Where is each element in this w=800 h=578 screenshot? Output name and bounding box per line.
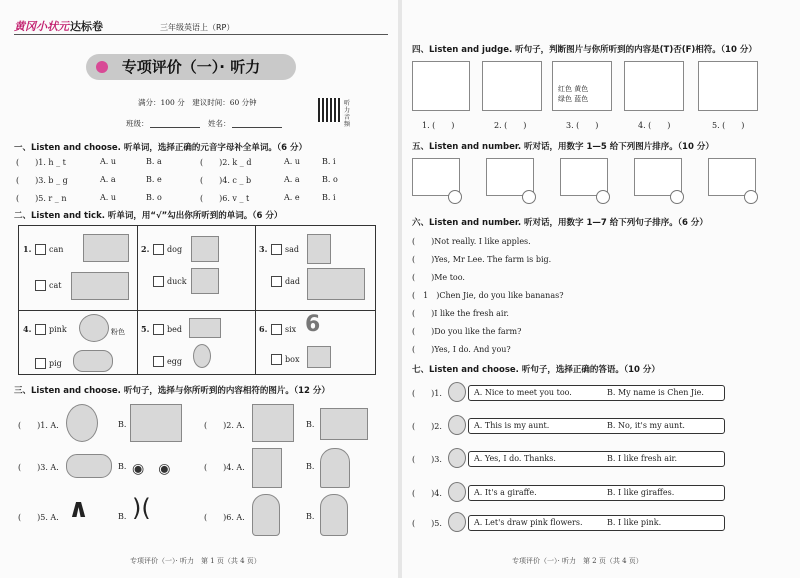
s2-item-1-box-a[interactable] <box>35 244 46 255</box>
s2-item-3-box-b[interactable] <box>271 276 282 287</box>
s2-item-2-word-b: duck <box>167 277 187 286</box>
answer-bubble-3 <box>468 451 725 467</box>
series-brand: 达标卷 <box>70 20 103 33</box>
answer-q4: ( )4. <box>412 489 442 498</box>
panda-picture <box>66 404 98 442</box>
s1-q1-option-a: A. u <box>100 157 117 166</box>
s2-item-5-box-a[interactable] <box>153 324 164 335</box>
answer-bubble-5 <box>468 515 725 531</box>
judge-label-4: 4. ( ) <box>638 121 671 130</box>
judge-label-5: 5. ( ) <box>712 121 745 130</box>
number-six-icon: 6 <box>305 312 321 337</box>
s2-item-6-box-b[interactable] <box>271 354 282 365</box>
s1-q5-option-b: B. o <box>146 193 162 202</box>
legs-icon: )( <box>132 494 151 522</box>
score-time: 满分：100 分 建议时间：60 分钟 <box>138 98 257 107</box>
qr-caption: 听力音频 <box>344 100 351 128</box>
judge-picture-5 <box>698 61 758 111</box>
pink-paint-picture <box>79 314 109 342</box>
header-rule <box>14 34 388 35</box>
answer-2-a: A. This is my aunt. <box>474 421 550 430</box>
answer-3-a: A. Yes, I do. Thanks. <box>474 454 556 463</box>
left-page <box>0 0 398 578</box>
s2-item-1-box-b[interactable] <box>35 280 46 291</box>
judge-picture-4 <box>624 61 684 111</box>
s1-q4-option-b: B. o <box>322 175 338 184</box>
grade-label: 三年级英语上（RP） <box>160 23 235 32</box>
s2-item-4-box-a[interactable] <box>35 324 46 335</box>
order-row-7: ( )Yes, I do. And you? <box>412 345 511 354</box>
s2-item-1-word-b: cat <box>49 281 62 290</box>
s2-item-1-word-a: can <box>49 245 64 254</box>
s2-item-4-box-b[interactable] <box>35 358 46 369</box>
s2-item-1-number: 1. <box>23 244 32 254</box>
cat-picture <box>71 272 129 300</box>
s3-q6-b: B. <box>306 512 315 521</box>
speaker-avatar-4 <box>448 482 466 502</box>
pig-picture <box>73 350 113 372</box>
s1-q5: ( )5. r _ n <box>16 194 67 203</box>
colour-words-1: 红色 黄色 <box>558 85 589 93</box>
answer-4-a: A. It's a giraffe. <box>474 488 537 497</box>
ears-picture <box>66 454 112 478</box>
order-row-2: ( )Yes, Mr Lee. The farm is big. <box>412 255 552 264</box>
order-row-1: ( )Not really. I like apples. <box>412 237 531 246</box>
page-title: 专项评价（一）· 听力 <box>86 54 296 80</box>
arms-icon: ∧ <box>68 494 90 524</box>
pink-caption: 粉色 <box>111 328 125 336</box>
lion-picture <box>130 404 182 442</box>
answer-q1: ( )1. <box>412 389 442 398</box>
colour-words-2: 绿色 蓝色 <box>558 95 589 103</box>
answer-1-b: B. My name is Chen Jie. <box>607 388 704 397</box>
speaker-avatar-2 <box>448 415 466 435</box>
s3-q5: ( )5. A. <box>18 513 59 522</box>
boy-picture <box>252 494 280 536</box>
tick-grid <box>18 225 376 375</box>
leafy-tree-picture <box>320 448 350 488</box>
s1-q1-option-b: B. a <box>146 157 162 166</box>
eyes-icon: ◉ ◉ <box>132 461 171 477</box>
s2-item-5-number: 5. <box>141 324 150 334</box>
s2-item-4-word-b: pig <box>49 359 62 368</box>
name-label: 姓名： <box>208 119 231 128</box>
dog-picture <box>191 236 219 262</box>
s3-q2: ( )2. A. <box>204 421 245 430</box>
order-row-3: ( )Me too. <box>412 273 465 282</box>
right-page <box>402 0 800 578</box>
answer-4-b: B. I like giraffes. <box>607 488 675 497</box>
judge-picture-3 <box>552 61 612 111</box>
s2-item-5-word-b: egg <box>167 357 182 366</box>
s1-q2-option-b: B. i <box>322 157 336 166</box>
judge-label-1: 1. ( ) <box>422 121 455 130</box>
s2-item-3-word-b: dad <box>285 277 301 286</box>
number-circle-4[interactable] <box>670 190 684 204</box>
s3-q3-b: B. <box>118 462 127 471</box>
s2-item-4-number: 4. <box>23 324 32 334</box>
s2-item-6-number: 6. <box>259 324 268 334</box>
s2-item-3-word-a: sad <box>285 245 299 254</box>
s1-q5-option-a: A. u <box>100 193 117 202</box>
s2-item-4-word-a: pink <box>49 325 67 334</box>
section-4-heading: 四、Listen and judge. 听句子，判断图片与你所听到的内容是(T)否(F)相符。（10 分） <box>412 45 757 55</box>
answer-5-a: A. Let's draw pink flowers. <box>474 518 583 527</box>
s2-item-5-box-b[interactable] <box>153 356 164 367</box>
section-1-heading: 一、Listen and choose. 听单词，选择正确的元音字母补全单词。（6 分） <box>14 143 307 153</box>
s3-q4: ( )4. A. <box>204 463 245 472</box>
s3-q1-b: B. <box>118 420 127 429</box>
s2-item-2-box-b[interactable] <box>153 276 164 287</box>
answer-bubble-2 <box>468 418 725 434</box>
answer-1-a: A. Nice to meet you too. <box>474 388 572 397</box>
s1-q6-option-a: A. e <box>284 193 300 202</box>
section-7-heading: 七、Listen and choose. 听句子，选择正确的答语。（10 分） <box>412 365 660 375</box>
box-picture <box>307 346 331 368</box>
s1-q2-option-a: A. u <box>284 157 301 166</box>
s2-item-5-word-a: bed <box>167 325 182 334</box>
s1-q6-option-b: B. i <box>322 193 336 202</box>
order-row-6: ( )Do you like the farm? <box>412 327 522 336</box>
order-row-5: ( )I like the fresh air. <box>412 309 509 318</box>
bare-tree-picture <box>252 448 282 488</box>
sad-picture <box>307 234 331 264</box>
number-circle-3[interactable] <box>596 190 610 204</box>
class-field[interactable] <box>150 127 200 128</box>
speaker-avatar-1 <box>448 382 466 402</box>
s2-item-6-word-a: six <box>285 325 297 334</box>
s1-q4: ( )4. c _ b <box>200 176 252 185</box>
s2-item-3-number: 3. <box>259 244 268 254</box>
s1-q1: ( )1. h _ t <box>16 158 66 167</box>
s2-item-6-box-a[interactable] <box>271 324 282 335</box>
title-badge-icon <box>96 61 108 73</box>
judge-picture-2 <box>482 61 542 111</box>
section-6-heading: 六、Listen and number. 听对话，用数字 1—7 给下列句子排序。（6 分） <box>412 218 708 228</box>
s3-q4-b: B. <box>306 462 315 471</box>
judge-picture-1 <box>412 61 470 111</box>
section-5-heading: 五、Listen and number. 听对话，用数字 1—5 给下列图片排序。（10 分） <box>412 142 714 152</box>
class-label: 班级： <box>126 119 149 128</box>
s2-item-2-box-a[interactable] <box>153 244 164 255</box>
series-logo: 黄冈小状元 <box>14 20 69 33</box>
answer-bubble-1 <box>468 385 725 401</box>
s2-item-6-word-b: box <box>285 355 300 364</box>
s3-q3: ( )3. A. <box>18 463 59 472</box>
section-3-heading: 三、Listen and choose. 听句子，选择与你所听到的内容相符的图片。（12 分） <box>14 386 330 396</box>
answer-q5: ( )5. <box>412 519 442 528</box>
s2-item-2-word-a: dog <box>167 245 183 254</box>
answer-3-b: B. I like fresh air. <box>607 454 678 463</box>
answer-q3: ( )3. <box>412 455 442 464</box>
answer-bubble-4 <box>468 485 725 501</box>
girl-picture <box>320 494 348 536</box>
s1-q3-option-a: A. a <box>100 175 116 184</box>
s3-q5-b: B. <box>118 512 127 521</box>
right-footer: 专项评价（一）· 听力 第 2 页（共 4 页） <box>512 557 643 565</box>
egg-picture <box>193 344 211 368</box>
number-circle-1[interactable] <box>448 190 462 204</box>
s1-q2: ( )2. k _ d <box>200 158 252 167</box>
s2-item-3-box-a[interactable] <box>271 244 282 255</box>
judge-label-3: 3. ( ) <box>566 121 599 130</box>
dad-picture <box>307 268 365 300</box>
answer-2-b: B. No, it's my aunt. <box>607 421 685 430</box>
name-field[interactable] <box>232 127 282 128</box>
can-picture <box>83 234 129 262</box>
answer-5-b: B. I like pink. <box>607 518 662 527</box>
speaker-avatar-3 <box>448 448 466 468</box>
s3-q6: ( )6. A. <box>204 513 245 522</box>
left-footer: 专项评价（一）· 听力 第 1 页（共 4 页） <box>130 557 261 565</box>
family-picture-b <box>320 408 368 440</box>
number-circle-5[interactable] <box>744 190 758 204</box>
qr-code-icon[interactable] <box>318 98 342 122</box>
duck-picture <box>191 268 219 294</box>
order-row-4: ( 1 )Chen Jie, do you like bananas? <box>412 291 564 300</box>
s1-q3: ( )3. b _ g <box>16 176 68 185</box>
judge-label-2: 2. ( ) <box>494 121 527 130</box>
section-1-rows <box>16 157 386 205</box>
section-2-heading: 二、Listen and tick. 听单词，用“√”勾出你所听到的单词。（6 分） <box>14 211 283 221</box>
answer-q2: ( )2. <box>412 422 442 431</box>
number-circle-2[interactable] <box>522 190 536 204</box>
bed-picture <box>189 318 221 338</box>
s3-q1: ( )1. A. <box>18 421 59 430</box>
speaker-avatar-5 <box>448 512 466 532</box>
s1-q3-option-b: B. e <box>146 175 162 184</box>
family-picture-a <box>252 404 294 442</box>
s3-q2-b: B. <box>306 420 315 429</box>
s2-item-2-number: 2. <box>141 244 150 254</box>
s1-q6: ( )6. v _ t <box>200 194 250 203</box>
s1-q4-option-a: A. a <box>284 175 300 184</box>
